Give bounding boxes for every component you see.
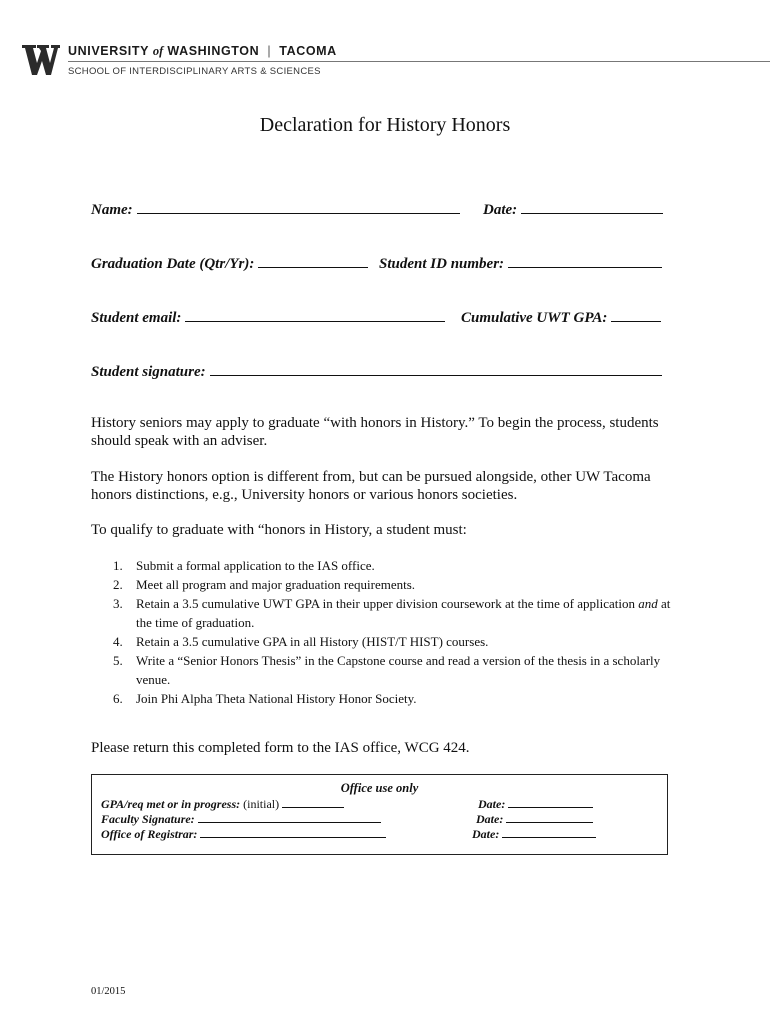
- gpa-input-line[interactable]: [611, 307, 661, 322]
- student-id-label: Student ID number:: [379, 256, 505, 272]
- list-item-text: Write a “Senior Honors Thesis” in the Capstone course and read a version of the thesis in a scholarly venue.: [136, 653, 661, 687]
- list-item-text: Retain a 3.5 cumulative GPA in all History (HIST/T HIST) courses.: [136, 634, 489, 649]
- gpa-req-row: [101, 796, 344, 812]
- email-input-line[interactable]: [185, 307, 445, 322]
- faculty-signature-input-line[interactable]: [198, 811, 381, 823]
- student-id-field-row: [379, 253, 662, 273]
- faculty-signature-row: [101, 811, 381, 827]
- gpa-date-label: Date:: [478, 797, 506, 811]
- honors-option-paragraph: The History honors option is different from, but can be pursued alongside, other UW Tacoma honors distinctions, e.g., University honors or various honors societies.: [91, 469, 651, 503]
- signature-input-line[interactable]: [210, 361, 662, 376]
- list-item-text: Submit a formal application to the IAS office.: [136, 558, 375, 573]
- school-name: SCHOOL OF INTERDISCIPLINARY ARTS & SCIENCES: [68, 66, 321, 77]
- registrar-date-row: [472, 826, 596, 842]
- university-part1: UNIVERSITY: [68, 44, 149, 58]
- graduation-field-row: [91, 253, 368, 273]
- registrar-date-label: Date:: [472, 827, 500, 841]
- signature-label: Student signature:: [91, 364, 206, 380]
- gpa-date-row: [478, 796, 593, 812]
- graduation-input-line[interactable]: [258, 253, 368, 268]
- list-item: [91, 632, 681, 651]
- header-separator: |: [267, 44, 272, 58]
- email-field-row: [91, 307, 445, 327]
- qualify-paragraph: To qualify to graduate with “honors in History, a student must:: [91, 522, 467, 538]
- signature-field-row: [91, 361, 662, 381]
- office-use-heading: Office use only: [340, 781, 419, 795]
- list-item-number: 3.: [113, 596, 123, 611]
- list-item-text: Meet all program and major graduation requirements.: [136, 577, 416, 592]
- list-item: [91, 689, 681, 708]
- student-id-input-line[interactable]: [508, 253, 662, 268]
- list-item: [91, 575, 681, 594]
- name-input-line[interactable]: [137, 199, 460, 214]
- uw-w-logo-icon: [22, 44, 60, 76]
- list-item-text: Retain a 3.5 cumulative UWT GPA in their upper division coursework at the time of application: [136, 596, 635, 611]
- university-of: of: [152, 44, 164, 58]
- page-title: Declaration for History Honors: [259, 114, 511, 136]
- faculty-date-row: [476, 811, 593, 827]
- office-use-box: [91, 774, 668, 855]
- gpa-req-label: GPA/req met or in progress:: [101, 797, 241, 811]
- list-item-number: 6.: [113, 691, 123, 706]
- list-item-number: 5.: [113, 653, 123, 668]
- list-item-number: 1.: [113, 558, 123, 573]
- gpa-label: Cumulative UWT GPA:: [461, 310, 608, 326]
- name-label: Name:: [91, 202, 133, 218]
- name-field-row: [91, 199, 460, 219]
- list-item-text: Join Phi Alpha Theta National History Honor Society.: [136, 691, 417, 706]
- list-item-emphasis: and: [638, 596, 658, 611]
- date-input-line[interactable]: [521, 199, 663, 214]
- date-field-row: [483, 199, 663, 219]
- registrar-label: Office of Registrar:: [101, 827, 198, 841]
- return-instruction: Please return this completed form to the IAS office, WCG 424.: [91, 740, 470, 756]
- gpa-date-input-line[interactable]: [508, 796, 593, 808]
- gpa-req-initial: (initial): [243, 797, 280, 811]
- date-label: Date:: [483, 202, 518, 218]
- campus-name: TACOMA: [279, 44, 337, 58]
- header-rule: [68, 61, 770, 62]
- faculty-date-input-line[interactable]: [506, 811, 593, 823]
- registrar-input-line[interactable]: [200, 826, 386, 838]
- university-name: [68, 44, 337, 59]
- faculty-date-label: Date:: [476, 812, 504, 826]
- list-item: [91, 594, 681, 632]
- registrar-date-input-line[interactable]: [502, 826, 596, 838]
- form-version-code: 01/2015: [91, 986, 126, 997]
- registrar-row: [101, 826, 386, 842]
- list-item: [91, 556, 681, 575]
- requirements-list: [91, 556, 681, 708]
- gpa-field-row: [461, 307, 661, 327]
- email-label: Student email:: [91, 310, 182, 326]
- list-item-number: 2.: [113, 577, 123, 592]
- list-item-number: 4.: [113, 634, 123, 649]
- intro-paragraph: History seniors may apply to graduate “with honors in History.” To begin the process, students should speak with an adviser.: [91, 415, 659, 449]
- graduation-label: Graduation Date (Qtr/Yr):: [91, 256, 255, 272]
- faculty-signature-label: Faculty Signature:: [101, 812, 195, 826]
- gpa-req-input-line[interactable]: [282, 796, 344, 808]
- university-part2: WASHINGTON: [167, 44, 260, 58]
- list-item-text-end: at the time of graduation.: [136, 596, 671, 630]
- list-item: [91, 651, 681, 689]
